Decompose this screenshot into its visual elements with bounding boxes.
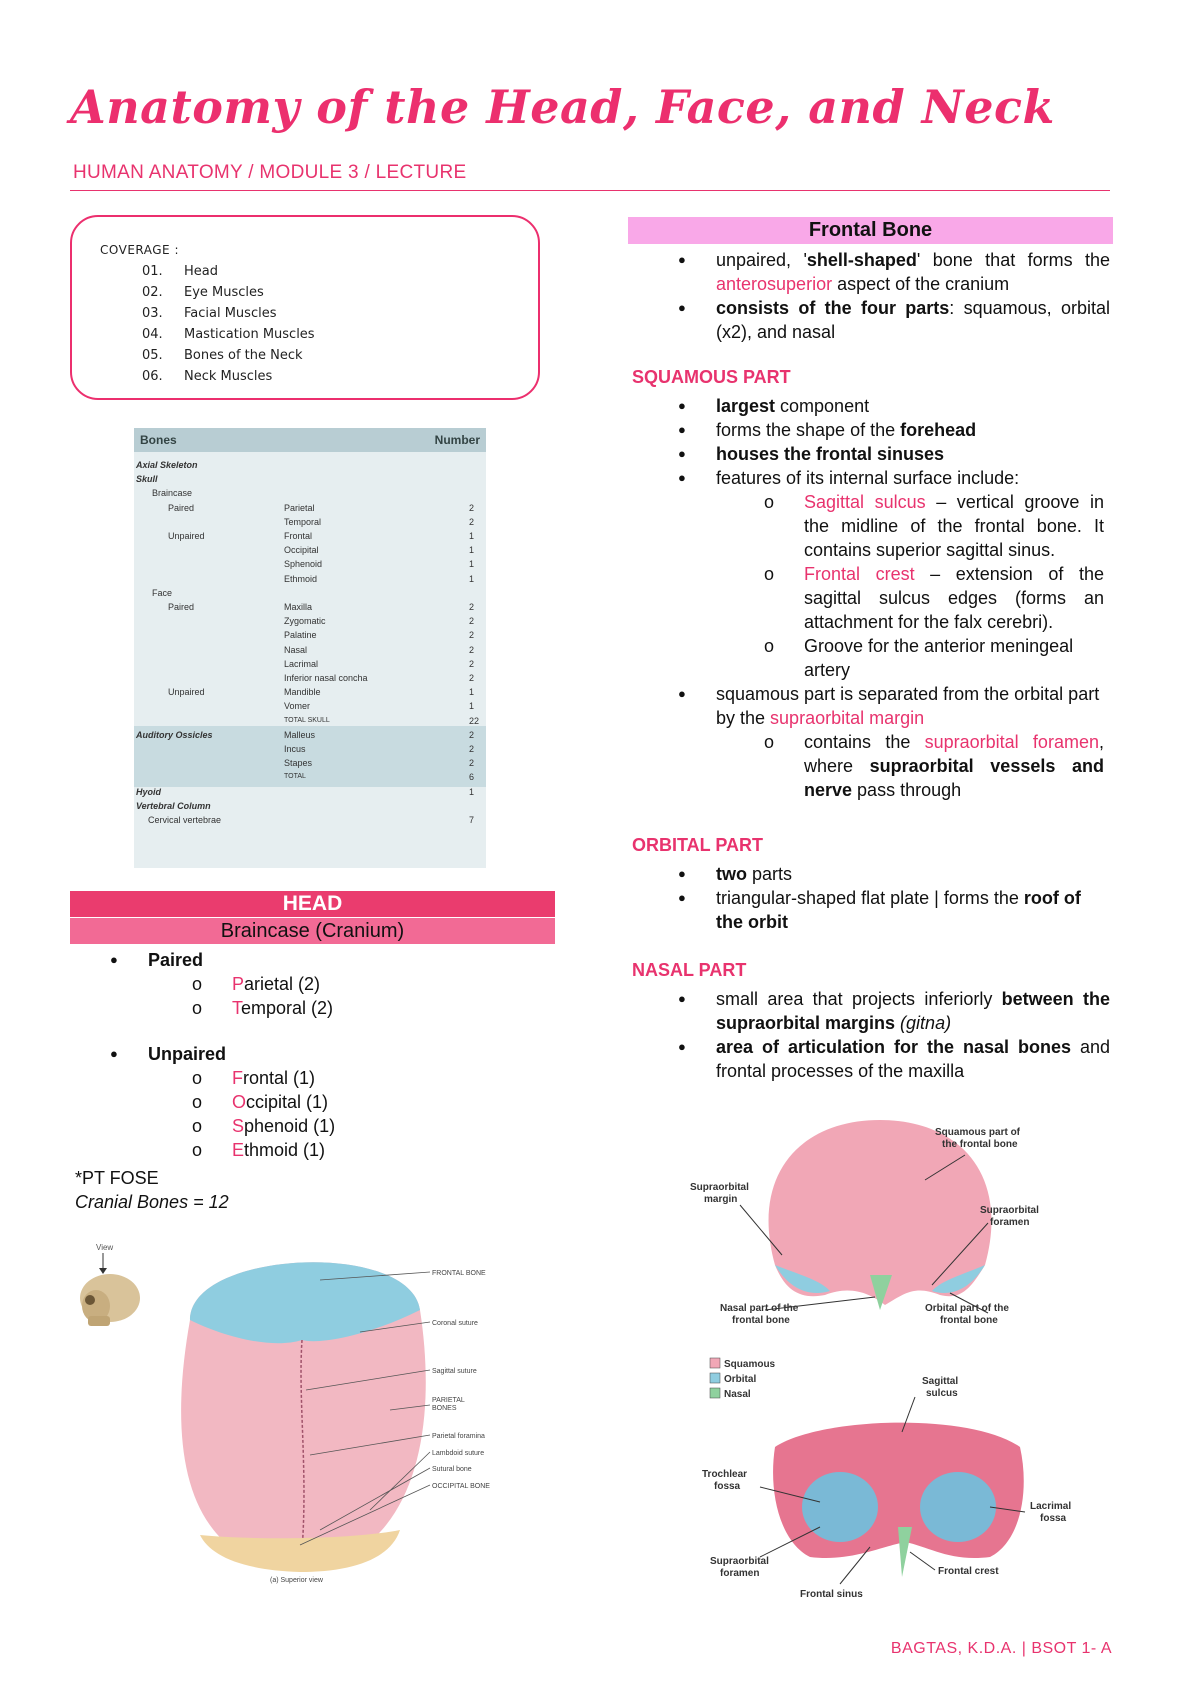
- cell-number: 22: [469, 715, 480, 726]
- cell-number: 1: [469, 687, 475, 698]
- frontal-bone-bar: Frontal Bone: [628, 217, 1113, 244]
- cell-number: 6: [469, 772, 475, 783]
- table-row: [134, 657, 486, 671]
- table-row: [134, 486, 486, 500]
- table-row: [134, 643, 486, 657]
- cell-number: 1: [469, 531, 475, 541]
- legend-squamous: Squamous: [724, 1359, 776, 1370]
- skull-thumbnail-icon: [80, 1274, 140, 1326]
- label-parietal-foramina: Parietal foramina: [432, 1433, 485, 1440]
- cell-bone: TOTAL: [284, 773, 306, 781]
- table-row: [134, 813, 486, 827]
- list-item: o Parietal (2): [192, 972, 540, 996]
- cell-bone: Vomer: [284, 701, 311, 712]
- list-item: ● two parts: [678, 862, 1110, 886]
- frontal-bone-internal-figure: [690, 1352, 1100, 1602]
- cell-bone: Maxilla: [284, 602, 313, 612]
- coverage-item: 06. Neck Muscles: [142, 369, 273, 384]
- braincase-bar: Braincase (Cranium): [70, 918, 555, 944]
- table-row: [134, 699, 486, 713]
- cell-number: 2: [469, 658, 475, 669]
- coverage-box: [70, 215, 540, 400]
- label-orbital-frontal-bone: frontal bone: [940, 1315, 998, 1326]
- label-occipital-bone: OCCIPITAL BONE: [432, 1483, 490, 1490]
- table-row: [134, 799, 486, 813]
- cell-bone: Lacrimal: [284, 658, 319, 669]
- label-fossa: fossa: [714, 1481, 741, 1492]
- label-sutural-bone: Sutural bone: [432, 1466, 472, 1473]
- label-sulcus: sulcus: [926, 1388, 958, 1399]
- coverage-item: 04. Mastication Muscles: [142, 327, 315, 342]
- label-margin: margin: [704, 1194, 738, 1205]
- cell-bone: Incus: [284, 744, 306, 754]
- list-item: ● houses the frontal sinuses: [678, 442, 1110, 466]
- table-row: [134, 728, 486, 742]
- cell-number: 7: [469, 815, 475, 825]
- cell-bone: Temporal: [284, 516, 322, 527]
- label-fossa-2: fossa: [1040, 1513, 1067, 1524]
- label-orbital-part: Orbital part of the: [925, 1303, 1009, 1314]
- list-item: ● largest component: [678, 394, 1110, 418]
- cell-bone: Mandible: [284, 687, 321, 698]
- list-item: ● area of articulation for the nasal bones and frontal processes of the maxilla: [678, 1035, 1110, 1083]
- cell-number: 2: [469, 602, 475, 612]
- label-frontal-crest: Frontal crest: [938, 1566, 999, 1577]
- table-row: [134, 770, 486, 784]
- table-row: [134, 501, 486, 515]
- cell-bone: Malleus: [284, 729, 316, 740]
- cell-category: Braincase: [152, 488, 193, 499]
- table-row: [134, 628, 486, 642]
- table-row: [134, 586, 486, 600]
- squamous-heading: SQUAMOUS PART: [632, 367, 791, 387]
- orbital-list: [678, 862, 1110, 934]
- figure-caption: (a) Superior view: [270, 1577, 323, 1584]
- cell-category: Auditory Ossicles: [136, 729, 213, 740]
- table-row: [134, 742, 486, 756]
- cell-number: 2: [469, 516, 475, 527]
- coverage-item: 05. Bones of the Neck: [142, 348, 303, 363]
- label-foramen: foramen: [990, 1217, 1030, 1228]
- table-row: [134, 472, 486, 486]
- frontal-intro-list: [678, 248, 1110, 344]
- cell-category: Hyoid: [136, 786, 162, 797]
- cell-category: Face: [152, 587, 173, 598]
- list-item: o Temporal (2): [192, 996, 540, 1020]
- cell-number: 2: [469, 630, 475, 641]
- legend-orbital: Orbital: [724, 1374, 757, 1385]
- cell-number: 1: [469, 559, 475, 570]
- coverage-label: COVERAGE :: [100, 243, 179, 257]
- label-nasal-frontal-bone: frontal bone: [732, 1315, 790, 1326]
- paired-label: ● Paired: [110, 948, 540, 972]
- sub-item: o Sagittal sulcus – vertical groove in the midline of the frontal bone. It contains superior sagittal sinus.: [764, 490, 1104, 562]
- header-number: Number: [434, 433, 480, 447]
- list-item: ● consists of the four parts: squamous, orbital (x2), and nasal: [678, 296, 1110, 344]
- list-item: ● unpaired, 'shell-shaped' bone that forms the anterosuperior aspect of the cranium: [678, 248, 1110, 296]
- table-row: [134, 600, 486, 614]
- coverage-item: 02. Eye Muscles: [142, 285, 264, 300]
- table-row: [134, 714, 486, 728]
- cell-number: 2: [469, 502, 475, 513]
- title-divider: [70, 190, 1110, 191]
- head-section-bar: HEAD: [70, 891, 555, 917]
- table-row: [134, 685, 486, 699]
- cell-group: Unpaired: [168, 687, 205, 698]
- table-row: [134, 543, 486, 557]
- frontal-bone-anterior-figure: [670, 1115, 1090, 1330]
- list-item: o Ethmoid (1): [192, 1138, 540, 1162]
- sub-item: o Groove for the anterior meningeal artery: [764, 634, 1104, 682]
- cell-bone: Frontal: [284, 531, 313, 541]
- coverage-item: 01. Head: [142, 264, 218, 279]
- page-subtitle: HUMAN ANATOMY / MODULE 3 / LECTURE: [73, 162, 467, 183]
- footer-author: BAGTAS, K.D.A. | BSOT 1- A: [890, 1640, 1112, 1657]
- list-item: ● small area that projects inferiorly between the supraorbital margins (gitna): [678, 987, 1110, 1035]
- label-foramen: foramen: [720, 1568, 760, 1579]
- label-sagittal-suture: Sagittal suture: [432, 1368, 477, 1375]
- label-supraorbital: Supraorbital: [690, 1182, 749, 1193]
- orbital-heading: ORBITAL PART: [632, 835, 763, 855]
- cell-category: Cervical vertebrae: [148, 815, 222, 825]
- label-bones: BONES: [432, 1405, 457, 1412]
- label-frontal-bone: the frontal bone: [942, 1139, 1018, 1150]
- cranial-total: Cranial Bones = 12: [75, 1192, 229, 1212]
- cell-number: 2: [469, 616, 475, 627]
- label-nasal-part: Nasal part of the: [720, 1303, 799, 1314]
- label-supraorbital: Supraorbital: [710, 1556, 769, 1567]
- cell-bone: TOTAL SKULL: [284, 716, 330, 724]
- view-label: View: [96, 1243, 114, 1252]
- legend: [710, 1358, 776, 1400]
- cell-group: Paired: [168, 502, 195, 513]
- list-item: o Occipital (1): [192, 1090, 540, 1114]
- cell-number: 1: [469, 786, 475, 797]
- skull-superior-view-figure: [70, 1240, 560, 1590]
- mnemonic: *PT FOSE: [75, 1168, 159, 1188]
- nasal-heading: NASAL PART: [632, 960, 747, 980]
- cell-bone: Stapes: [284, 758, 313, 769]
- label-squamous-part: Squamous part of: [935, 1127, 1021, 1138]
- label-frontal-sinus: Frontal sinus: [800, 1589, 863, 1600]
- cell-bone: Zygomatic: [284, 616, 326, 627]
- sub-item: o contains the supraorbital foramen, where supraorbital vessels and nerve pass through: [764, 730, 1104, 802]
- cell-bone: Occipital: [284, 545, 319, 556]
- table-row: [134, 572, 486, 586]
- squamous-list: [678, 394, 1110, 802]
- cell-bone: Sphenoid: [284, 559, 323, 570]
- cell-category: Skull: [136, 474, 158, 485]
- unpaired-label: ● Unpaired: [110, 1042, 540, 1066]
- label-trochlear: Trochlear: [702, 1469, 748, 1480]
- cell-number: 2: [469, 758, 475, 769]
- list-item: ● features of its internal surface include:: [678, 466, 1110, 490]
- table-row: [134, 458, 486, 472]
- list-item: ● squamous part is separated from the orbital part by the supraorbital margin: [678, 682, 1110, 730]
- coverage-list: [142, 261, 315, 387]
- cell-bone: Ethmoid: [284, 573, 318, 584]
- sub-item: o Frontal crest – extension of the sagittal sulcus edges (forms an attachment for the falx cerebri).: [764, 562, 1104, 634]
- cell-number: 1: [469, 701, 475, 712]
- cell-category: Vertebral Column: [136, 800, 211, 811]
- cell-number: 2: [469, 644, 475, 655]
- table-row: [134, 756, 486, 770]
- cell-number: 1: [469, 573, 475, 584]
- cell-category: Axial Skeleton: [136, 460, 198, 470]
- cell-number: 1: [469, 545, 475, 556]
- table-row: [134, 529, 486, 543]
- legend-nasal: Nasal: [724, 1389, 751, 1400]
- cranial-bones-list: [110, 948, 540, 1162]
- coverage-item: 03. Facial Muscles: [142, 306, 277, 321]
- cell-bone: Palatine: [284, 630, 317, 641]
- cell-bone: Parietal: [284, 502, 315, 513]
- cell-number: 2: [469, 729, 475, 740]
- list-item: o Sphenoid (1): [192, 1114, 540, 1138]
- label-supraorbital-2: Supraorbital: [980, 1205, 1039, 1216]
- list-item: o Frontal (1): [192, 1066, 540, 1090]
- label-coronal-suture: Coronal suture: [432, 1320, 478, 1327]
- label-sagittal: Sagittal: [922, 1376, 959, 1387]
- cell-group: Paired: [168, 602, 195, 612]
- table-row: [134, 557, 486, 571]
- mnemonic-block: [75, 1166, 229, 1214]
- nasal-list: [678, 987, 1110, 1083]
- header-bones: Bones: [140, 433, 177, 447]
- bones-table: [134, 428, 486, 868]
- page-title: Anatomy of the Head, Face, and Neck: [70, 80, 1055, 134]
- label-frontal-bone: FRONTAL BONE: [432, 1270, 486, 1277]
- cell-number: 2: [469, 744, 475, 754]
- label-lambdoid-suture: Lambdoid suture: [432, 1450, 485, 1457]
- table-row: [134, 515, 486, 529]
- table-row: [134, 614, 486, 628]
- bones-table-header: [134, 428, 486, 452]
- table-row: [134, 671, 486, 685]
- cell-bone: Nasal: [284, 644, 308, 655]
- table-row: [134, 785, 486, 799]
- cell-group: Unpaired: [168, 531, 205, 541]
- list-item: ● forms the shape of the forehead: [678, 418, 1110, 442]
- label-parietal: PARIETAL: [432, 1397, 465, 1404]
- label-lacrimal: Lacrimal: [1030, 1501, 1072, 1512]
- list-item: ● triangular-shaped flat plate | forms the roof of the orbit: [678, 886, 1110, 934]
- cell-bone: Inferior nasal concha: [284, 673, 368, 683]
- cell-number: 2: [469, 673, 475, 683]
